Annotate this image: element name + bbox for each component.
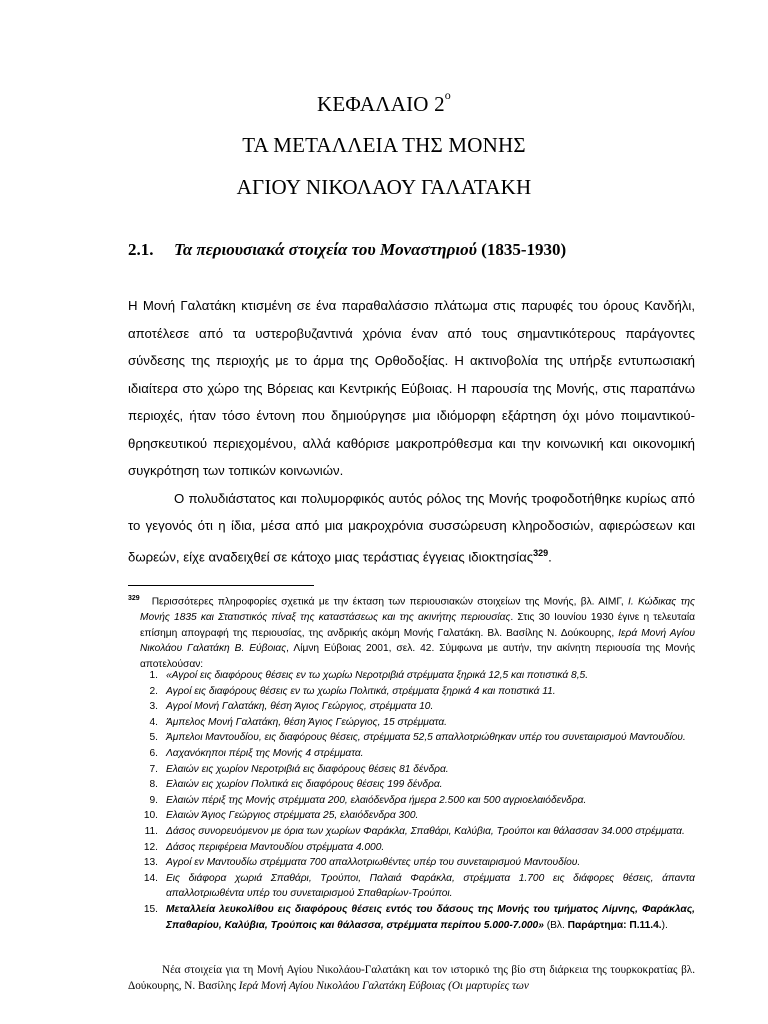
list-item — [140, 808, 695, 824]
list-item — [140, 715, 695, 731]
footnote-text-c: . Στις 30 Ιουνίου 1930 έγινε η τελευταία επίσημη απογραφή της περιουσίας, της ανδρικής ακόμη Μονής Γαλατάκη. Βλ. Βασίλης Ν. Δούκουρης, — [140, 611, 695, 639]
footnote-list — [140, 668, 695, 933]
list-item-number: 6. — [149, 747, 158, 759]
chapter-title-line-2: ΑΓΙΟΥ ΝΙΚΟΛΑΟΥ ΓΑΛΑΤΑΚΗ — [236, 175, 532, 199]
list-item-text: Αγροί Μονή Γαλατάκη, θέση Άγιος Γεώργιος, στρέμματα 10. — [166, 701, 434, 713]
paragraph-2-text: Ο πολυδιάστατος και πολυμορφικός αυτός ρόλος της Μονής τροφοδοτήθηκε κυρίως από το γεγονός ότι η ίδια, μέσα από μια μακροχρόνια συσσώρευση κληροδοσιών, αφιερώσεων και δωρεών, είχε αναδειχθεί σε κάτοχο μιας τεράστιας έγγειας ιδιοκτησίας — [128, 490, 695, 564]
list-item-text: Αγροί εις διαφόρους θέσεις εν τω χωρίω Πολιτικά, στρέμματα ξηρικά 4 και ποτιστικά 11. — [166, 685, 556, 697]
footnote-continuation — [128, 962, 695, 994]
list-item-text: Ελαιών Άγιος Γεώργιος στρέμματα 25, ελαιόδενδρα 300. — [166, 810, 419, 822]
body-text — [128, 292, 695, 570]
list-item-text — [166, 902, 695, 933]
list-item-text: Δάσος περιφέρεια Μαντουδίου στρέμματα 4.000. — [166, 841, 385, 853]
list-item-text: Εις διάφορα χωριά Σπαθάρι, Τρούποι, Παλαιά Φαράκλα, στρέμματα 1.700 εις διάφορες θέσεις, άπαντα απαλλοτριωθέντα υπέρ του συνεταιρισμού Σπαθαρίων-Τρούποι. — [166, 872, 695, 900]
section-number: 2.1. — [128, 240, 154, 259]
list-item-text: Ελαιών εις χωρίον Νεροτριβιά εις διαφόρους θέσεις 81 δένδρα. — [166, 763, 449, 775]
list-item — [140, 777, 695, 793]
list-item — [140, 746, 695, 762]
list-item — [140, 762, 695, 778]
footnote-number: 329 — [128, 595, 140, 602]
list-item-number: 10. — [143, 810, 158, 822]
list-item — [140, 902, 695, 933]
list-item-number: 4. — [149, 716, 158, 728]
list-item — [140, 684, 695, 700]
footnote-source-title: Ι. Κώδικας της Μονής 1835 και Στατιστικός πίναξ της καταστάσεως και της ακινήτης περιουσίας — [140, 596, 695, 623]
chapter-heading — [0, 88, 768, 117]
list-item-number: 15. — [143, 903, 158, 915]
list-item-number: 1. — [149, 670, 158, 681]
section-heading — [128, 240, 566, 260]
list-item-text: Άμπελος Μονή Γαλατάκη, θέση Άγιος Γεώργιος, 15 στρέμματα. — [166, 716, 447, 728]
paragraph-1: Η Μονή Γαλατάκη κτισμένη σε ένα παραθαλάσσιο πλάτωμα στις παρυφές του όρους Κανδήλι, αποτέλεσε από τα υστεροβυζαντινά χρόνια έναν από τους σημαντικότερους παράγοντες σύνδεσης της περιοχής με το άρμα της Ορθοδοξίας. Η ακτινοβολία της υπήρξε εντυπωσιακή ιδιαίτερα στο χώρο της Βόρειας και Κεντρικής Εύβοιας. Η παρουσία της Μονής, στις παραπάνω περιοχές, ήταν τόσο έντονη που δημιούργησε μια ιδιόμορφη εξάρτηση όχι μόνο ποιμαντικού-θρησκευτικού περιεχομένου, αλλά καθόρισε μακροπρόθεσμα και την κοινωνική και οικονομική συγκρότηση των τοπικών κοινωνιών. — [128, 298, 695, 478]
list-item-number: 7. — [149, 763, 158, 775]
list-item — [140, 855, 695, 871]
list-item-text: Άμπελοι Μαντουδίου, εις διαφόρους θέσεις, στρέμματα 52,5 απαλλοτριώθηκαν υπέρ του συνεταιρισμού Μαντουδίου. — [166, 732, 686, 744]
footnote-text-e: , Λίμνη Εύβοιας 2001, σελ. 42. Σύμφωνα με αυτήν, την ακίνητη περιουσία της Μονής αποτελούσαν: — [140, 643, 695, 670]
list-item — [140, 699, 695, 715]
list-item — [140, 793, 695, 809]
list-item-text: Αγροί εν Μαντουδίω στρέμματα 700 απαλλοτριωθέντες υπέρ του συνεταιρισμού Μαντουδίου. — [166, 857, 581, 869]
list-item-text: Ελαιών πέριξ της Μονής στρέμματα 200, ελαιόδενδρα ήμερα 2.500 και 500 αγριοελαιόδενδρα. — [166, 794, 587, 806]
footnote-text-a: Περισσότερες πληροφορίες σχετικά με την έκταση των περιουσιακών στοιχείων της Μονής, βλ. ΑΙΜΓ, — [151, 596, 629, 608]
list-item-number: 8. — [149, 779, 158, 791]
footnote-continuation-title: Ιερά Μονή Αγίου Νικολάου Γαλατάκη Εύβοιας (Οι μαρτυρίες των — [238, 980, 529, 992]
chapter-number: ΚΕΦΑΛΑΙΟ 2 — [316, 92, 445, 116]
list-item-number: 12. — [143, 841, 158, 853]
footnote-reference[interactable]: 329 — [533, 547, 549, 558]
list-item-number: 5. — [149, 732, 158, 744]
list-item-number: 14. — [143, 872, 158, 884]
list-item-text: Δάσος συνορευόμενον με όρια των χωρίων Φαράκλα, Σπαθάρι, Καλύβια, Τρούποι και θάλασσαν 34.000 στρέμματα. — [166, 825, 685, 837]
section-title: Τα περιουσιακά στοιχεία του Μοναστηριού — [174, 240, 477, 259]
chapter-title-line-1: ΤΑ ΜΕΤΑΛΛΕΙΑ ΤΗΣ ΜΟΝΗΣ — [242, 133, 526, 157]
footnote-divider — [128, 585, 314, 586]
list-item — [140, 668, 695, 684]
list-item-see-text: (Βλ. — [543, 919, 568, 931]
list-item-text: Ελαιών εις χωρίον Πολιτικά εις διαφόρους θέσεις 199 δένδρα. — [166, 779, 443, 791]
list-item-number: 11. — [144, 825, 158, 837]
list-item-end-text: ). — [661, 919, 668, 931]
list-item — [140, 840, 695, 856]
list-item-number: 3. — [149, 701, 158, 713]
paragraph-2-end: . — [548, 548, 552, 564]
section-dates: (1835-1930) — [481, 240, 567, 259]
list-item-bold-text: Μεταλλεία λευκολίθου εις διαφόρους θέσεις εντός του δάσους της Μονής του τμήματος Λίμνης, Φαράκλας, Σπαθαρίου, Καλύβια, Τρούποις και θάλασσα, στρέμματα περίπου 5.000-7.000» — [166, 903, 695, 931]
footnote-intro — [128, 591, 695, 672]
paragraph-2 — [128, 485, 695, 571]
footnote-book-title: Ιερά Μονή Αγίου Νικολάου Γαλατάκη Β. Εύβοιας — [140, 627, 695, 655]
appendix-reference: Παράρτημα: Π.11.4. — [567, 919, 662, 931]
list-item — [140, 871, 695, 902]
list-item-text: Λαχανόκηποι πέριξ της Μονής 4 στρέμματα. — [166, 747, 364, 759]
list-item — [140, 730, 695, 746]
list-item-number: 9. — [149, 794, 158, 806]
list-item-number: 2. — [149, 685, 158, 697]
list-item — [140, 824, 695, 840]
list-item-number: 13. — [143, 857, 158, 869]
list-item-text: «Αγροί εις διαφόρους θέσεις εν τω χωρίω Νεροτριβιά στρέμματα ξηρικά 12,5 και ποτιστικά 8,5. — [166, 670, 589, 681]
footnote-continuation-text: Νέα στοιχεία για τη Μονή Αγίου Νικολάου-Γαλατάκη και τον ιστορικό της βίο στη διάρκεια της τουρκοκρατίας βλ. Δούκουρης, Ν. Βασίλης — [128, 964, 695, 992]
chapter-number-superscript: ο — [444, 88, 451, 102]
